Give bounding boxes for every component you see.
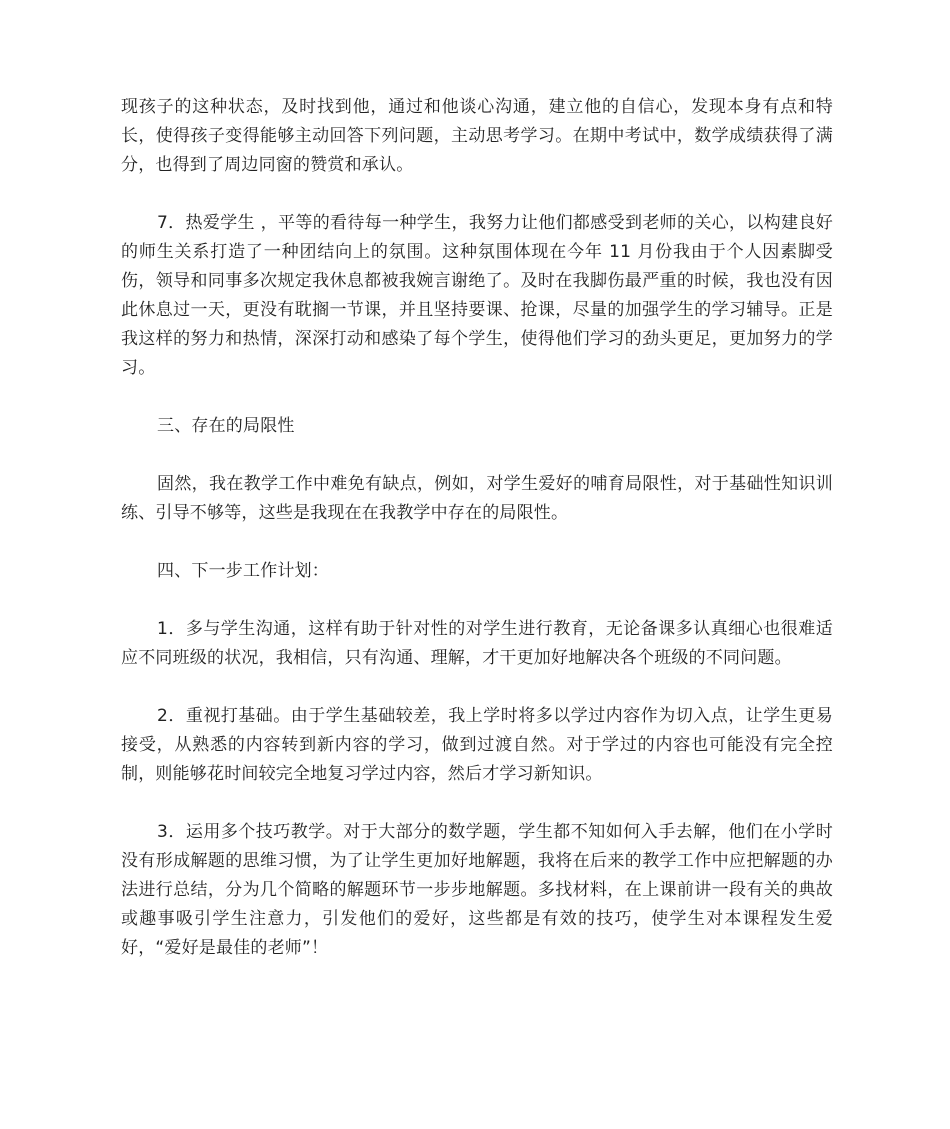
section-heading-limitations: 三、存在的局限性 [157, 416, 295, 436]
paragraph-item-7: 7．热爱学生 ，平等的看待每一种学生，我努力让他们都感受到老师的关心，以构建良好的师生关系打造了一种团结向上的氛围。这种氛围体现在今年 11 月份我由于个人因素脚受伤，领导和同事多次规定我休息都被我婉言谢绝了。及时在我脚伤最严重的时候，我也没有因此休息过一天，更没有耽搁一节课，并且坚持要课、抢课，尽量的加强学生的学习辅导。正是我这样的努力和热情，深深打动和感染了每个学生，使得他们学习的劲头更足，更加努力的学习。 [121, 213, 833, 378]
paragraph-plan-1: 1．多与学生沟通，这样有助于针对性的对学生进行教育，无论备课多认真细心也很难适应不同班级的状况，我相信，只有沟通、理解，才干更加好地解决各个班级的不同问题。 [121, 619, 833, 668]
paragraph-plan-2: 2．重视打基础。由于学生基础较差，我上学时将多以学过内容作为切入点，让学生更易接受，从熟悉的内容转到新内容的学习，做到过渡自然。对于学过的内容也可能没有完全控制，则能够花时间较完全地复习学过内容，然后才学习新知识。 [121, 706, 833, 784]
paragraph-limitations: 固然，我在教学工作中难免有缺点，例如，对学生爱好的哺育局限性，对于基础性知识训练、引导不够等，这些是我现在在我教学中存在的局限性。 [121, 474, 833, 523]
paragraph-continuation: 现孩子的这种状态，及时找到他，通过和他谈心沟通，建立他的自信心，发现本身有点和特长，使得孩子变得能够主动回答下列问题，主动思考学习。在期中考试中，数学成绩获得了满分，也得到了周边同窗的赞赏和承认。 [121, 97, 833, 175]
paragraph-plan-3: 3．运用多个技巧教学。对于大部分的数学题，学生都不知如何入手去解，他们在小学时没有形成解题的思维习惯，为了让学生更加好地解题，我将在后来的教学工作中应把解题的办法进行总结，分为几个简略的解题环节一步步地解题。多找材料，在上课前讲一段有关的典故或趣事吸引学生注意力，引发他们的爱好，这些都是有效的技巧，使学生对本课程发生爱好，“爱好是最佳的老师”！ [121, 822, 833, 958]
document-body [121, 93, 833, 992]
section-heading-next-plan: 四、下一步工作计划： [157, 561, 329, 581]
